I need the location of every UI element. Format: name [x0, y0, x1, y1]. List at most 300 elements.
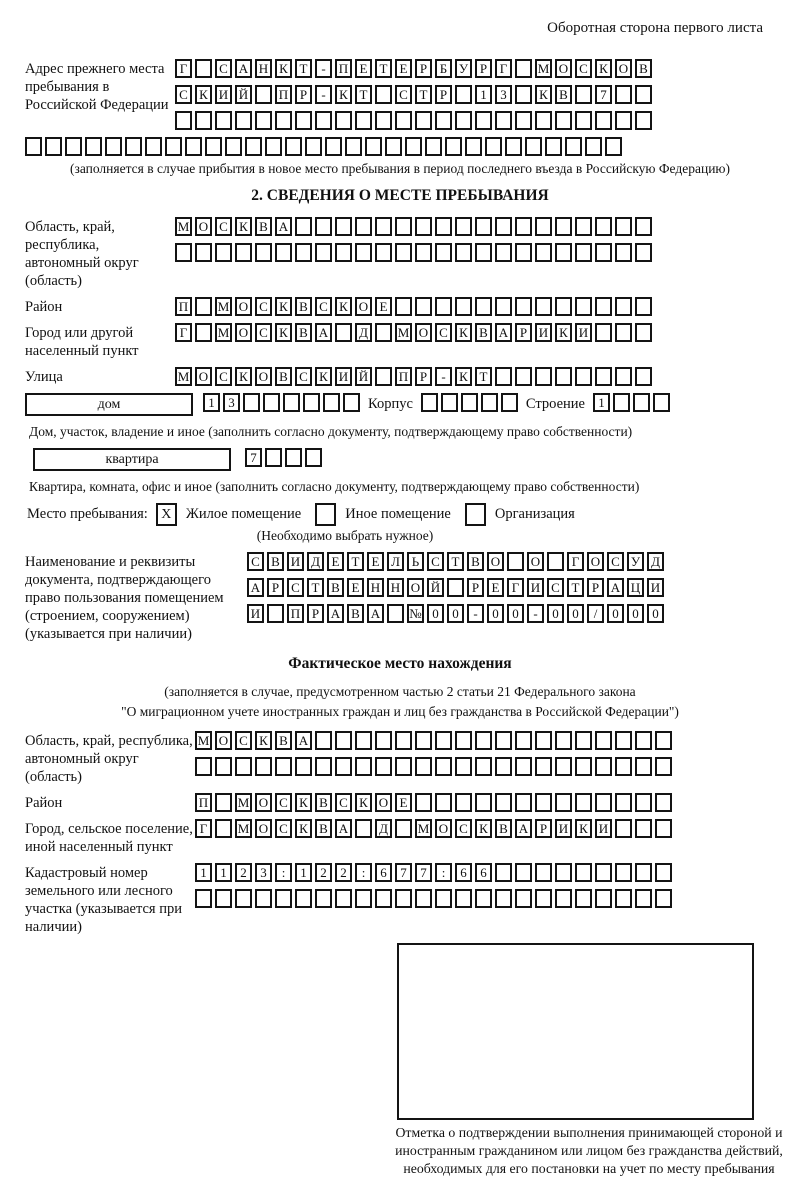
char-cell[interactable]	[435, 217, 452, 236]
char-cell[interactable]	[495, 731, 512, 750]
char-cell[interactable]	[547, 552, 564, 571]
char-cell[interactable]: С	[455, 819, 472, 838]
char-cell[interactable]: А	[335, 819, 352, 838]
char-cell[interactable]: 2	[235, 863, 252, 882]
char-cell[interactable]: И	[595, 819, 612, 838]
char-cell[interactable]	[495, 793, 512, 812]
char-cell[interactable]	[535, 111, 552, 130]
char-cell[interactable]	[455, 757, 472, 776]
char-cell[interactable]: К	[255, 731, 272, 750]
char-cell[interactable]: Г	[195, 819, 212, 838]
char-cell[interactable]	[635, 863, 652, 882]
char-cell[interactable]: С	[315, 297, 332, 316]
char-cell[interactable]	[335, 217, 352, 236]
char-cell[interactable]: С	[235, 731, 252, 750]
char-cell[interactable]: И	[287, 552, 304, 571]
char-cell[interactable]	[515, 111, 532, 130]
char-cell[interactable]: В	[495, 819, 512, 838]
char-cell[interactable]	[315, 111, 332, 130]
char-cell[interactable]	[595, 111, 612, 130]
char-cell[interactable]: Т	[347, 552, 364, 571]
char-cell[interactable]	[355, 217, 372, 236]
char-cell[interactable]	[515, 367, 532, 386]
char-cell[interactable]	[303, 393, 320, 412]
char-cell[interactable]: К	[235, 367, 252, 386]
char-cell[interactable]: И	[247, 604, 264, 623]
char-cell[interactable]: Т	[295, 59, 312, 78]
char-cell[interactable]	[595, 297, 612, 316]
char-cell[interactable]: У	[455, 59, 472, 78]
char-cell[interactable]: Р	[295, 85, 312, 104]
char-cell[interactable]: Б	[435, 59, 452, 78]
char-cell[interactable]	[515, 217, 532, 236]
char-cell[interactable]: О	[215, 731, 232, 750]
char-cell[interactable]: А	[315, 323, 332, 342]
char-cell[interactable]	[243, 393, 260, 412]
char-cell[interactable]: К	[455, 367, 472, 386]
char-cell[interactable]	[195, 757, 212, 776]
char-cell[interactable]	[635, 889, 652, 908]
char-cell[interactable]	[235, 111, 252, 130]
char-cell[interactable]	[415, 889, 432, 908]
char-cell[interactable]	[455, 85, 472, 104]
char-cell[interactable]	[535, 243, 552, 262]
char-cell[interactable]: П	[275, 85, 292, 104]
char-cell[interactable]	[425, 137, 442, 156]
char-cell[interactable]	[195, 889, 212, 908]
char-cell[interactable]	[615, 243, 632, 262]
char-cell[interactable]: О	[255, 819, 272, 838]
char-cell[interactable]: Р	[587, 578, 604, 597]
char-cell[interactable]	[495, 243, 512, 262]
char-cell[interactable]	[415, 297, 432, 316]
char-cell[interactable]: А	[495, 323, 512, 342]
char-cell[interactable]: С	[607, 552, 624, 571]
char-cell[interactable]: 1	[203, 393, 220, 412]
char-cell[interactable]	[455, 111, 472, 130]
char-cell[interactable]	[355, 731, 372, 750]
char-cell[interactable]	[315, 243, 332, 262]
char-cell[interactable]	[535, 297, 552, 316]
char-cell[interactable]: О	[615, 59, 632, 78]
char-cell[interactable]	[295, 889, 312, 908]
char-cell[interactable]	[415, 757, 432, 776]
char-cell[interactable]	[595, 757, 612, 776]
char-cell[interactable]	[285, 448, 302, 467]
char-cell[interactable]	[635, 731, 652, 750]
char-cell[interactable]: В	[315, 819, 332, 838]
char-cell[interactable]	[355, 889, 372, 908]
char-cell[interactable]	[455, 217, 472, 236]
char-cell[interactable]	[323, 393, 340, 412]
char-cell[interactable]	[255, 85, 272, 104]
char-cell[interactable]: Ц	[627, 578, 644, 597]
char-cell[interactable]	[615, 217, 632, 236]
char-cell[interactable]: К	[335, 85, 352, 104]
char-cell[interactable]: В	[475, 323, 492, 342]
char-cell[interactable]	[475, 297, 492, 316]
char-cell[interactable]	[305, 137, 322, 156]
char-cell[interactable]: Д	[375, 819, 392, 838]
char-cell[interactable]	[395, 111, 412, 130]
char-cell[interactable]	[515, 59, 532, 78]
char-cell[interactable]	[395, 819, 412, 838]
char-cell[interactable]: О	[415, 323, 432, 342]
char-cell[interactable]	[461, 393, 478, 412]
char-cell[interactable]	[335, 757, 352, 776]
char-cell[interactable]	[507, 552, 524, 571]
char-cell[interactable]	[175, 243, 192, 262]
char-cell[interactable]	[595, 243, 612, 262]
char-cell[interactable]: Л	[387, 552, 404, 571]
char-cell[interactable]	[195, 59, 212, 78]
char-cell[interactable]	[555, 111, 572, 130]
char-cell[interactable]: П	[395, 367, 412, 386]
char-cell[interactable]	[535, 731, 552, 750]
char-cell[interactable]: Е	[375, 297, 392, 316]
char-cell[interactable]: К	[355, 793, 372, 812]
char-cell[interactable]: М	[235, 793, 252, 812]
char-cell[interactable]	[575, 889, 592, 908]
char-cell[interactable]: Р	[515, 323, 532, 342]
char-cell[interactable]: А	[367, 604, 384, 623]
char-cell[interactable]	[447, 578, 464, 597]
char-cell[interactable]: В	[467, 552, 484, 571]
char-cell[interactable]	[315, 217, 332, 236]
char-cell[interactable]: К	[475, 819, 492, 838]
char-cell[interactable]	[475, 731, 492, 750]
char-cell[interactable]	[475, 793, 492, 812]
char-cell[interactable]	[85, 137, 102, 156]
char-cell[interactable]	[175, 111, 192, 130]
char-cell[interactable]	[375, 323, 392, 342]
char-cell[interactable]: И	[215, 85, 232, 104]
char-cell[interactable]	[575, 243, 592, 262]
char-cell[interactable]	[535, 217, 552, 236]
char-cell[interactable]: Р	[475, 59, 492, 78]
char-cell[interactable]: 7	[395, 863, 412, 882]
char-cell[interactable]	[235, 243, 252, 262]
char-cell[interactable]	[395, 757, 412, 776]
char-cell[interactable]: Н	[367, 578, 384, 597]
char-cell[interactable]: С	[255, 297, 272, 316]
char-cell[interactable]: К	[595, 59, 612, 78]
char-cell[interactable]	[635, 297, 652, 316]
char-cell[interactable]	[635, 111, 652, 130]
char-cell[interactable]: 0	[507, 604, 524, 623]
char-cell[interactable]	[215, 111, 232, 130]
char-cell[interactable]: О	[527, 552, 544, 571]
char-cell[interactable]	[455, 243, 472, 262]
char-cell[interactable]	[355, 243, 372, 262]
char-cell[interactable]	[615, 111, 632, 130]
char-cell[interactable]	[335, 323, 352, 342]
char-cell[interactable]	[275, 243, 292, 262]
char-cell[interactable]: Д	[647, 552, 664, 571]
char-cell[interactable]	[215, 793, 232, 812]
char-cell[interactable]	[515, 793, 532, 812]
char-cell[interactable]	[535, 367, 552, 386]
char-cell[interactable]	[335, 243, 352, 262]
char-cell[interactable]: С	[427, 552, 444, 571]
char-cell[interactable]: :	[355, 863, 372, 882]
char-cell[interactable]	[655, 889, 672, 908]
char-cell[interactable]	[421, 393, 438, 412]
char-cell[interactable]	[105, 137, 122, 156]
char-cell[interactable]	[65, 137, 82, 156]
char-cell[interactable]: М	[215, 297, 232, 316]
char-cell[interactable]: -	[315, 59, 332, 78]
char-cell[interactable]	[315, 731, 332, 750]
char-cell[interactable]	[435, 731, 452, 750]
char-cell[interactable]: А	[275, 217, 292, 236]
char-cell[interactable]: Е	[487, 578, 504, 597]
char-cell[interactable]: М	[215, 323, 232, 342]
char-cell[interactable]: 0	[427, 604, 444, 623]
char-cell[interactable]: С	[435, 323, 452, 342]
char-cell[interactable]: С	[215, 217, 232, 236]
char-cell[interactable]	[125, 137, 142, 156]
char-cell[interactable]: К	[275, 59, 292, 78]
char-cell[interactable]	[615, 863, 632, 882]
char-cell[interactable]: С	[275, 819, 292, 838]
char-cell[interactable]	[595, 731, 612, 750]
char-cell[interactable]	[535, 793, 552, 812]
char-cell[interactable]: М	[175, 367, 192, 386]
char-cell[interactable]	[305, 448, 322, 467]
char-cell[interactable]	[515, 85, 532, 104]
char-cell[interactable]: Р	[535, 819, 552, 838]
char-cell[interactable]: Т	[447, 552, 464, 571]
char-cell[interactable]: С	[247, 552, 264, 571]
char-cell[interactable]: М	[395, 323, 412, 342]
char-cell[interactable]	[45, 137, 62, 156]
char-cell[interactable]	[395, 297, 412, 316]
char-cell[interactable]: 0	[547, 604, 564, 623]
char-cell[interactable]	[655, 731, 672, 750]
char-cell[interactable]	[575, 297, 592, 316]
char-cell[interactable]: М	[175, 217, 192, 236]
char-cell[interactable]: О	[487, 552, 504, 571]
char-cell[interactable]: Т	[475, 367, 492, 386]
house-type-box[interactable]: дом	[25, 393, 193, 416]
char-cell[interactable]: О	[255, 793, 272, 812]
char-cell[interactable]: О	[255, 367, 272, 386]
char-cell[interactable]	[295, 111, 312, 130]
char-cell[interactable]	[435, 889, 452, 908]
char-cell[interactable]	[615, 793, 632, 812]
char-cell[interactable]	[375, 217, 392, 236]
char-cell[interactable]: 1	[195, 863, 212, 882]
char-cell[interactable]	[515, 243, 532, 262]
char-cell[interactable]	[655, 863, 672, 882]
char-cell[interactable]	[515, 863, 532, 882]
char-cell[interactable]: 6	[455, 863, 472, 882]
char-cell[interactable]: О	[555, 59, 572, 78]
char-cell[interactable]: Н	[255, 59, 272, 78]
char-cell[interactable]	[465, 137, 482, 156]
char-cell[interactable]	[415, 793, 432, 812]
char-cell[interactable]	[195, 243, 212, 262]
char-cell[interactable]: И	[527, 578, 544, 597]
char-cell[interactable]	[565, 137, 582, 156]
char-cell[interactable]: Н	[387, 578, 404, 597]
char-cell[interactable]	[485, 137, 502, 156]
char-cell[interactable]	[635, 757, 652, 776]
char-cell[interactable]: А	[607, 578, 624, 597]
char-cell[interactable]: В	[635, 59, 652, 78]
char-cell[interactable]	[225, 137, 242, 156]
char-cell[interactable]	[325, 137, 342, 156]
char-cell[interactable]	[415, 217, 432, 236]
char-cell[interactable]	[501, 393, 518, 412]
char-cell[interactable]	[481, 393, 498, 412]
char-cell[interactable]: 7	[595, 85, 612, 104]
char-cell[interactable]: И	[575, 323, 592, 342]
char-cell[interactable]	[355, 819, 372, 838]
char-cell[interactable]: Т	[567, 578, 584, 597]
char-cell[interactable]	[655, 793, 672, 812]
char-cell[interactable]	[215, 757, 232, 776]
char-cell[interactable]: П	[175, 297, 192, 316]
char-cell[interactable]: Й	[355, 367, 372, 386]
char-cell[interactable]: К	[295, 793, 312, 812]
char-cell[interactable]: М	[235, 819, 252, 838]
char-cell[interactable]: Е	[395, 793, 412, 812]
char-cell[interactable]	[235, 757, 252, 776]
char-cell[interactable]: Е	[367, 552, 384, 571]
char-cell[interactable]: Т	[375, 59, 392, 78]
char-cell[interactable]	[335, 111, 352, 130]
char-cell[interactable]	[505, 137, 522, 156]
char-cell[interactable]	[275, 757, 292, 776]
char-cell[interactable]: 3	[223, 393, 240, 412]
char-cell[interactable]: 0	[627, 604, 644, 623]
char-cell[interactable]	[395, 731, 412, 750]
char-cell[interactable]	[615, 819, 632, 838]
char-cell[interactable]	[525, 137, 542, 156]
char-cell[interactable]: С	[335, 793, 352, 812]
char-cell[interactable]: С	[395, 85, 412, 104]
char-cell[interactable]: К	[575, 819, 592, 838]
char-cell[interactable]	[295, 217, 312, 236]
char-cell[interactable]: :	[275, 863, 292, 882]
char-cell[interactable]: 0	[647, 604, 664, 623]
char-cell[interactable]	[555, 889, 572, 908]
char-cell[interactable]	[375, 243, 392, 262]
char-cell[interactable]	[265, 137, 282, 156]
char-cell[interactable]	[283, 393, 300, 412]
char-cell[interactable]: С	[295, 367, 312, 386]
char-cell[interactable]	[265, 448, 282, 467]
char-cell[interactable]: 3	[495, 85, 512, 104]
char-cell[interactable]	[375, 111, 392, 130]
char-cell[interactable]: В	[315, 793, 332, 812]
char-cell[interactable]	[555, 367, 572, 386]
char-cell[interactable]	[285, 137, 302, 156]
char-cell[interactable]: 1	[593, 393, 610, 412]
char-cell[interactable]	[545, 137, 562, 156]
char-cell[interactable]: Е	[327, 552, 344, 571]
char-cell[interactable]: К	[275, 297, 292, 316]
char-cell[interactable]	[495, 367, 512, 386]
char-cell[interactable]: П	[335, 59, 352, 78]
char-cell[interactable]: 0	[487, 604, 504, 623]
char-cell[interactable]	[655, 819, 672, 838]
char-cell[interactable]: В	[275, 367, 292, 386]
char-cell[interactable]: И	[555, 819, 572, 838]
char-cell[interactable]	[385, 137, 402, 156]
char-cell[interactable]	[555, 731, 572, 750]
char-cell[interactable]	[615, 323, 632, 342]
char-cell[interactable]: В	[267, 552, 284, 571]
char-cell[interactable]	[515, 297, 532, 316]
char-cell[interactable]	[595, 889, 612, 908]
char-cell[interactable]: Р	[415, 59, 432, 78]
char-cell[interactable]	[575, 217, 592, 236]
char-cell[interactable]	[495, 111, 512, 130]
char-cell[interactable]: Ь	[407, 552, 424, 571]
char-cell[interactable]: С	[215, 59, 232, 78]
char-cell[interactable]: Г	[175, 59, 192, 78]
char-cell[interactable]	[267, 604, 284, 623]
stay-type-checkbox-residential[interactable]: X	[156, 503, 177, 526]
char-cell[interactable]	[415, 731, 432, 750]
char-cell[interactable]	[335, 731, 352, 750]
char-cell[interactable]	[215, 889, 232, 908]
char-cell[interactable]	[275, 889, 292, 908]
char-cell[interactable]	[595, 217, 612, 236]
stay-type-checkbox-organization[interactable]	[465, 503, 486, 526]
char-cell[interactable]: А	[515, 819, 532, 838]
char-cell[interactable]: А	[247, 578, 264, 597]
char-cell[interactable]	[635, 85, 652, 104]
char-cell[interactable]: 6	[475, 863, 492, 882]
char-cell[interactable]	[653, 393, 670, 412]
char-cell[interactable]	[255, 111, 272, 130]
char-cell[interactable]: К	[275, 323, 292, 342]
char-cell[interactable]	[575, 793, 592, 812]
char-cell[interactable]	[495, 863, 512, 882]
char-cell[interactable]: С	[255, 323, 272, 342]
char-cell[interactable]: О	[375, 793, 392, 812]
char-cell[interactable]: Е	[355, 59, 372, 78]
char-cell[interactable]	[475, 243, 492, 262]
char-cell[interactable]	[25, 137, 42, 156]
char-cell[interactable]	[235, 889, 252, 908]
char-cell[interactable]	[415, 111, 432, 130]
char-cell[interactable]	[575, 731, 592, 750]
char-cell[interactable]: 1	[475, 85, 492, 104]
char-cell[interactable]: О	[235, 323, 252, 342]
char-cell[interactable]: Й	[427, 578, 444, 597]
char-cell[interactable]	[575, 367, 592, 386]
char-cell[interactable]	[633, 393, 650, 412]
char-cell[interactable]: 0	[607, 604, 624, 623]
char-cell[interactable]	[195, 323, 212, 342]
char-cell[interactable]	[435, 243, 452, 262]
char-cell[interactable]	[555, 793, 572, 812]
char-cell[interactable]	[215, 243, 232, 262]
char-cell[interactable]: Р	[307, 604, 324, 623]
char-cell[interactable]	[635, 793, 652, 812]
char-cell[interactable]	[495, 889, 512, 908]
char-cell[interactable]	[415, 243, 432, 262]
char-cell[interactable]: -	[467, 604, 484, 623]
char-cell[interactable]	[475, 111, 492, 130]
char-cell[interactable]: О	[235, 297, 252, 316]
char-cell[interactable]	[335, 889, 352, 908]
